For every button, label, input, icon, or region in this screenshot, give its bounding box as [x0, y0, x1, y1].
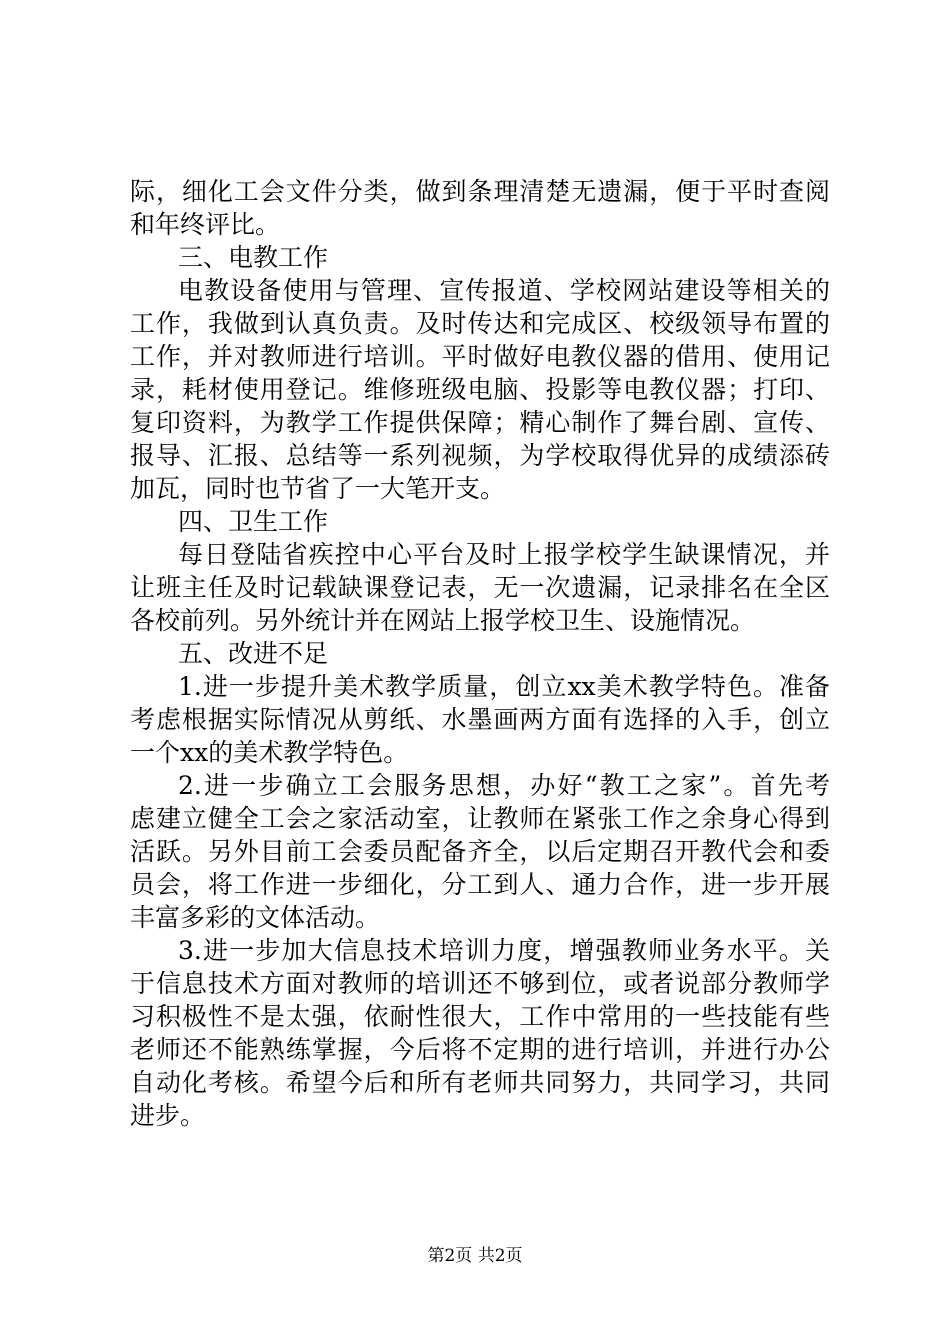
text-line: 加瓦，同时也节省了一大笔开支。	[130, 474, 506, 503]
text-line: 活跃。另外目前工会委员配备齐全，以后定期召开教代会和委	[130, 837, 830, 866]
text-line: 虑建立健全工会之家活动室，让教师在紧张工作之余身心得到	[130, 804, 830, 833]
text-line: 习积极性不是太强，依耐性很大，工作中常用的一些技能有些	[130, 1002, 830, 1031]
text-line: 录，耗材使用登记。维修班级电脑、投影等电教仪器；打印、	[130, 375, 830, 404]
text-line: 各校前列。另外统计并在网站上报学校卫生、设施情况。	[130, 606, 756, 635]
page-footer: 第2页 共2页	[427, 1246, 523, 1266]
text-line: 考虑根据实际情况从剪纸、水墨画两方面有选择的入手，创立	[130, 705, 830, 734]
section-heading: 五、改进不足	[178, 639, 329, 668]
text-line: 电教设备使用与管理、宣传报道、学校网站建设等相关的	[178, 276, 830, 305]
text-line: 员会，将工作进一步细化，分工到人、通力合作，进一步开展	[130, 870, 830, 899]
text-line: 3.进一步加大信息技术培训力度，增强教师业务水平。关	[178, 936, 830, 965]
text-line: 让班主任及时记载缺课登记表，无一次遗漏，记录排名在全区	[130, 573, 830, 602]
text-line: 一个xx的美术教学特色。	[130, 738, 409, 767]
text-line: 进步。	[130, 1101, 206, 1130]
text-line: 工作，并对教师进行培训。平时做好电教仪器的借用、使用记	[130, 342, 830, 371]
text-line: 工作，我做到认真负责。及时传达和完成区、校级领导布置的	[130, 309, 830, 338]
document-body	[130, 175, 830, 1132]
section-heading: 四、卫生工作	[178, 507, 329, 536]
text-line: 2.进一步确立工会服务思想，办好“教工之家”。首先考	[178, 771, 830, 800]
text-line: 和年终评比。	[130, 210, 281, 239]
text-line: 自动化考核。希望今后和所有老师共同努力，共同学习，共同	[130, 1068, 830, 1097]
text-line: 复印资料，为教学工作提供保障；精心制作了舞台剧、宣传、	[130, 408, 830, 437]
text-line: 际，细化工会文件分类，做到条理清楚无遗漏，便于平时查阅	[130, 177, 830, 206]
text-line: 1.进一步提升美术教学质量，创立xx美术教学特色。准备	[178, 672, 830, 701]
text-line: 老师还不能熟练掌握，今后将不定期的进行培训，并进行办公	[130, 1035, 830, 1064]
text-line: 报导、汇报、总结等一系列视频，为学校取得优异的成绩添砖	[130, 441, 830, 470]
text-line: 每日登陆省疾控中心平台及时上报学校学生缺课情况，并	[178, 540, 830, 569]
section-heading: 三、电教工作	[178, 243, 329, 272]
text-line: 丰富多彩的文体活动。	[130, 903, 381, 932]
text-line: 于信息技术方面对教师的培训还不够到位，或者说部分教师学	[130, 969, 830, 998]
